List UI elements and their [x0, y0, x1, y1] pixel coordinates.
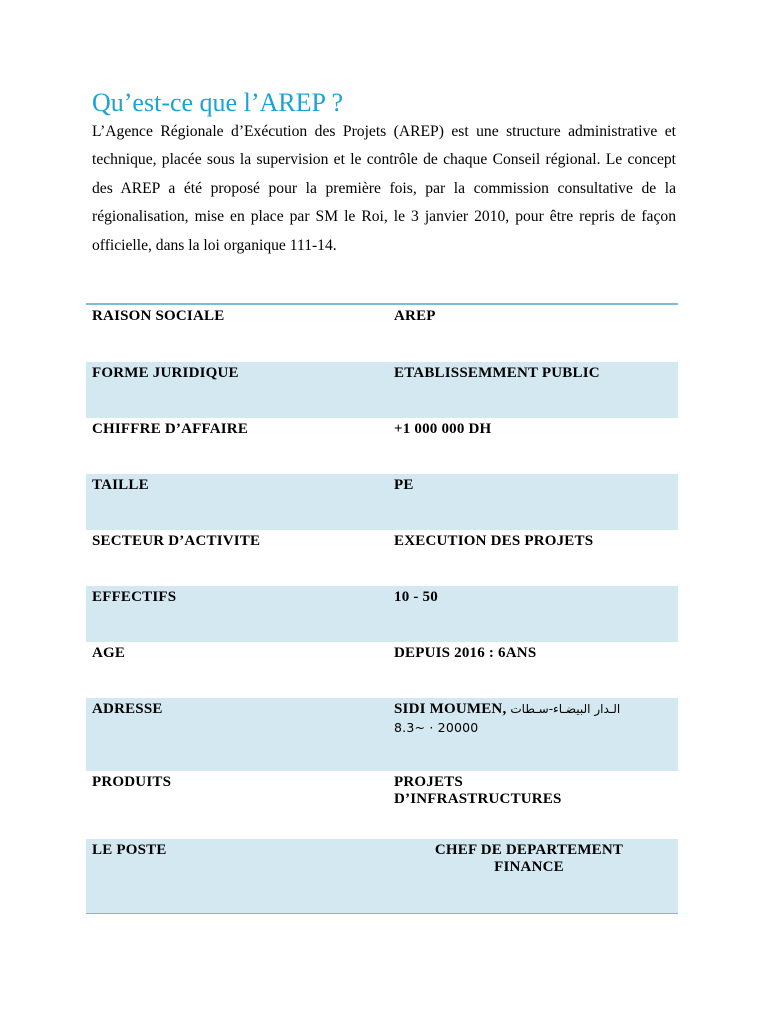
row-value: ETABLISSEMMENT PUBLIC [388, 362, 678, 418]
table-row [86, 304, 678, 362]
page-title: Qu’est-ce que l’AREP ? [92, 88, 344, 117]
table-row [86, 586, 678, 642]
company-info-table [86, 303, 678, 914]
products-value [388, 771, 678, 839]
row-value: EXECUTION DES PROJETS [394, 533, 594, 549]
row-value: PE [388, 474, 678, 530]
row-label: AGE [92, 645, 126, 661]
row-label: TAILLE [86, 474, 388, 530]
row-value: AREP [394, 308, 436, 324]
row-label: FORME JURIDIQUE [86, 362, 388, 418]
row-value: DEPUIS 2016 : 6ANS [394, 645, 537, 661]
row-label: CHIFFRE D’AFFAIRE [92, 421, 249, 437]
table-row [86, 362, 678, 418]
table-row [86, 698, 678, 771]
position-value [388, 839, 678, 914]
table-row [86, 839, 678, 914]
row-label: SECTEUR D’ACTIVITE [92, 533, 261, 549]
table-row [86, 771, 678, 839]
position-line-2: FINANCE [494, 859, 564, 875]
address-postal: 8.3~ · 20000 [394, 720, 479, 735]
row-label: PRODUITS [92, 774, 172, 790]
table-row [86, 474, 678, 530]
table-row [86, 530, 678, 586]
row-value: +1 000 000 DH [394, 421, 492, 437]
row-label: ADRESSE [86, 698, 388, 771]
row-label: EFFECTIFS [86, 586, 388, 642]
row-label: LE POSTE [86, 839, 388, 914]
row-label: RAISON SOCIALE [92, 308, 225, 324]
intro-paragraph: L’Agence Régionale d’Exécution des Projets (AREP) est une structure administrative et technique, placée sous la supervision et le contrôle de chaque Conseil régional. Le concept des AREP a été proposé pour la première fois, par la commission consultative de la régionalisation, mise en place par SM le Roi, le 3 janvier 2010, pour être repris de façon officielle, dans la loi organique 111-14. [92, 123, 676, 254]
address-value [388, 698, 678, 771]
row-value: 10 - 50 [388, 586, 678, 642]
products-line-2: D’INFRASTRUCTURES [394, 791, 562, 807]
table-row [86, 642, 678, 698]
address-region-arabic: الـدار البيضـاء-سـطات [510, 702, 621, 716]
products-line-1: PROJETS [394, 774, 463, 790]
table-row [86, 418, 678, 474]
address-street: SIDI MOUMEN, [394, 701, 507, 717]
position-line-1: CHEF DE DEPARTEMENT [434, 842, 624, 858]
